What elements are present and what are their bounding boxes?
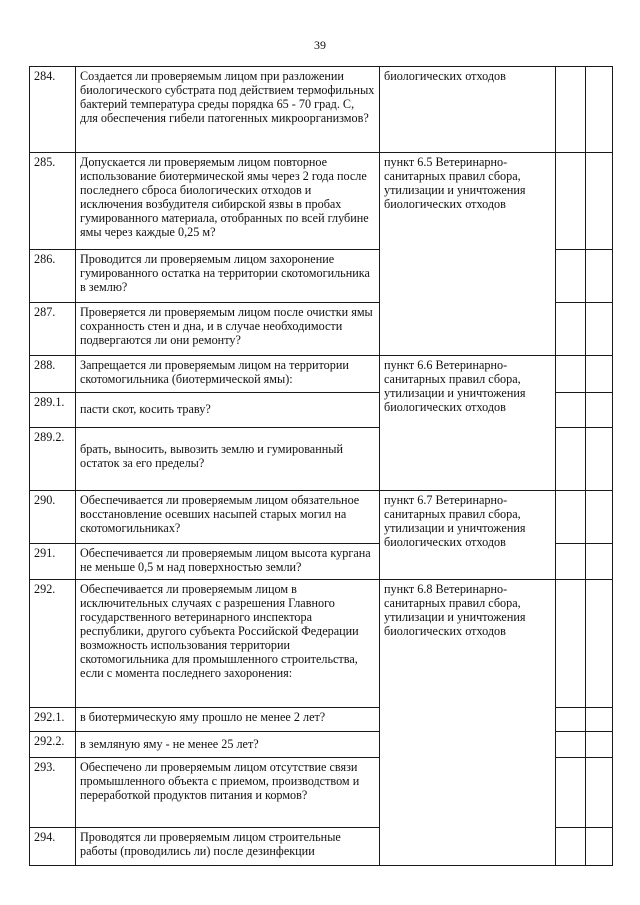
note-cell[interactable] bbox=[586, 153, 613, 250]
answer-cell[interactable] bbox=[556, 758, 586, 828]
reference-text bbox=[380, 250, 556, 303]
answer-cell[interactable] bbox=[556, 250, 586, 303]
note-cell[interactable] bbox=[586, 491, 613, 544]
row-number: 287. bbox=[30, 303, 76, 356]
answer-cell[interactable] bbox=[556, 303, 586, 356]
question-text: Создается ли проверяемым лицом при разложении биологического субстрата под действием термофильных бактерий температура среды порядка 65 - 70 град. С, для обеспечения гибели патогенных микроорганизмов? bbox=[76, 67, 380, 153]
note-cell[interactable] bbox=[586, 428, 613, 491]
question-text: Проводится ли проверяемым лицом захоронение гумированного остатка на территории скотомогильника в землю? bbox=[76, 250, 380, 303]
answer-cell[interactable] bbox=[556, 732, 586, 758]
row-number: 291. bbox=[30, 544, 76, 580]
note-cell[interactable] bbox=[586, 356, 613, 393]
question-text: Допускается ли проверяемым лицом повторное использование биотермической ямы через 2 года после последнего сброса биологических отходов и исключения возбудителя сибирской язвы в пробах гумированного материала, отобранных по всей глубине ямы через каждые 0,25 м? bbox=[76, 153, 380, 250]
row-number: 294. bbox=[30, 828, 76, 866]
answer-cell[interactable] bbox=[556, 491, 586, 544]
answer-cell[interactable] bbox=[556, 153, 586, 250]
note-cell[interactable] bbox=[586, 732, 613, 758]
table-row bbox=[30, 580, 613, 708]
reference-text: пункт 6.7 Ветеринарно-санитарных правил сбора, утилизации и уничтожения биологических отходов bbox=[380, 491, 556, 580]
note-cell[interactable] bbox=[586, 67, 613, 153]
row-number: 288. bbox=[30, 356, 76, 393]
reference-text bbox=[380, 303, 556, 356]
row-number: 289.2. bbox=[30, 428, 76, 491]
row-number: 292.2. bbox=[30, 732, 76, 758]
answer-cell[interactable] bbox=[556, 356, 586, 393]
answer-cell[interactable] bbox=[556, 708, 586, 732]
question-text: Обеспечивается ли проверяемым лицом обязательное восстановление осевших насыпей старых могил на скотомогильниках? bbox=[76, 491, 380, 544]
question-text: в биотермическую яму прошло не менее 2 лет? bbox=[76, 708, 380, 732]
reference-text: пункт 6.8 Ветеринарно-санитарных правил сбора, утилизации и уничтожения биологических отходов bbox=[380, 580, 556, 866]
answer-cell[interactable] bbox=[556, 393, 586, 428]
table-row bbox=[30, 491, 613, 544]
question-text: Обеспечивается ли проверяемым лицом высота кургана не меньше 0,5 м над поверхностью земли? bbox=[76, 544, 380, 580]
answer-cell[interactable] bbox=[556, 828, 586, 866]
question-text: в земляную яму - не менее 25 лет? bbox=[76, 732, 380, 758]
row-number: 289.1. bbox=[30, 393, 76, 428]
row-number: 290. bbox=[30, 491, 76, 544]
table-row bbox=[30, 356, 613, 393]
table-row bbox=[30, 67, 613, 153]
note-cell[interactable] bbox=[586, 580, 613, 708]
table-row bbox=[30, 153, 613, 250]
question-text: Проверяется ли проверяемым лицом после очистки ямы сохранность стен и дна, и в случае необходимости подвергаются ли они ремонту? bbox=[76, 303, 380, 356]
row-number: 293. bbox=[30, 758, 76, 828]
question-text: Запрещается ли проверяемым лицом на территории скотомогильника (биотермической ямы): bbox=[76, 356, 380, 393]
note-cell[interactable] bbox=[586, 303, 613, 356]
checklist-table bbox=[29, 66, 613, 866]
reference-text: пункт 6.6 Ветеринарно-санитарных правил сбора, утилизации и уничтожения биологических отходов bbox=[380, 356, 556, 491]
answer-cell[interactable] bbox=[556, 544, 586, 580]
row-number: 286. bbox=[30, 250, 76, 303]
note-cell[interactable] bbox=[586, 544, 613, 580]
answer-cell[interactable] bbox=[556, 67, 586, 153]
table-row bbox=[30, 303, 613, 356]
reference-text: пункт 6.5 Ветеринарно-санитарных правил сбора, утилизации и уничтожения биологических отходов bbox=[380, 153, 556, 250]
row-number: 292.1. bbox=[30, 708, 76, 732]
answer-cell[interactable] bbox=[556, 428, 586, 491]
question-text: Проводятся ли проверяемым лицом строительные работы (проводились ли) после дезинфекции bbox=[76, 828, 380, 866]
note-cell[interactable] bbox=[586, 708, 613, 732]
question-text: брать, выносить, вывозить землю и гумированный остаток за его пределы? bbox=[76, 428, 380, 491]
row-number: 285. bbox=[30, 153, 76, 250]
row-number: 284. bbox=[30, 67, 76, 153]
answer-cell[interactable] bbox=[556, 580, 586, 708]
question-text: Обеспечивается ли проверяемым лицом в исключительных случаях с разрешения Главного государственного ветеринарного инспектора республики, другого субъекта Российской Федерации возможность использования территории скотомогильника для промышленного строительства, если с момента последнего захоронения: bbox=[76, 580, 380, 708]
page-number: 39 bbox=[314, 38, 326, 52]
reference-text: биологических отходов bbox=[380, 67, 556, 153]
question-text: Обеспечено ли проверяемым лицом отсутствие связи промышленного объекта с приемом, производством и переработкой продуктов питания и кормов? bbox=[76, 758, 380, 828]
note-cell[interactable] bbox=[586, 828, 613, 866]
table-row bbox=[30, 250, 613, 303]
note-cell[interactable] bbox=[586, 250, 613, 303]
row-number: 292. bbox=[30, 580, 76, 708]
note-cell[interactable] bbox=[586, 758, 613, 828]
note-cell[interactable] bbox=[586, 393, 613, 428]
question-text: пасти скот, косить траву? bbox=[76, 393, 380, 428]
